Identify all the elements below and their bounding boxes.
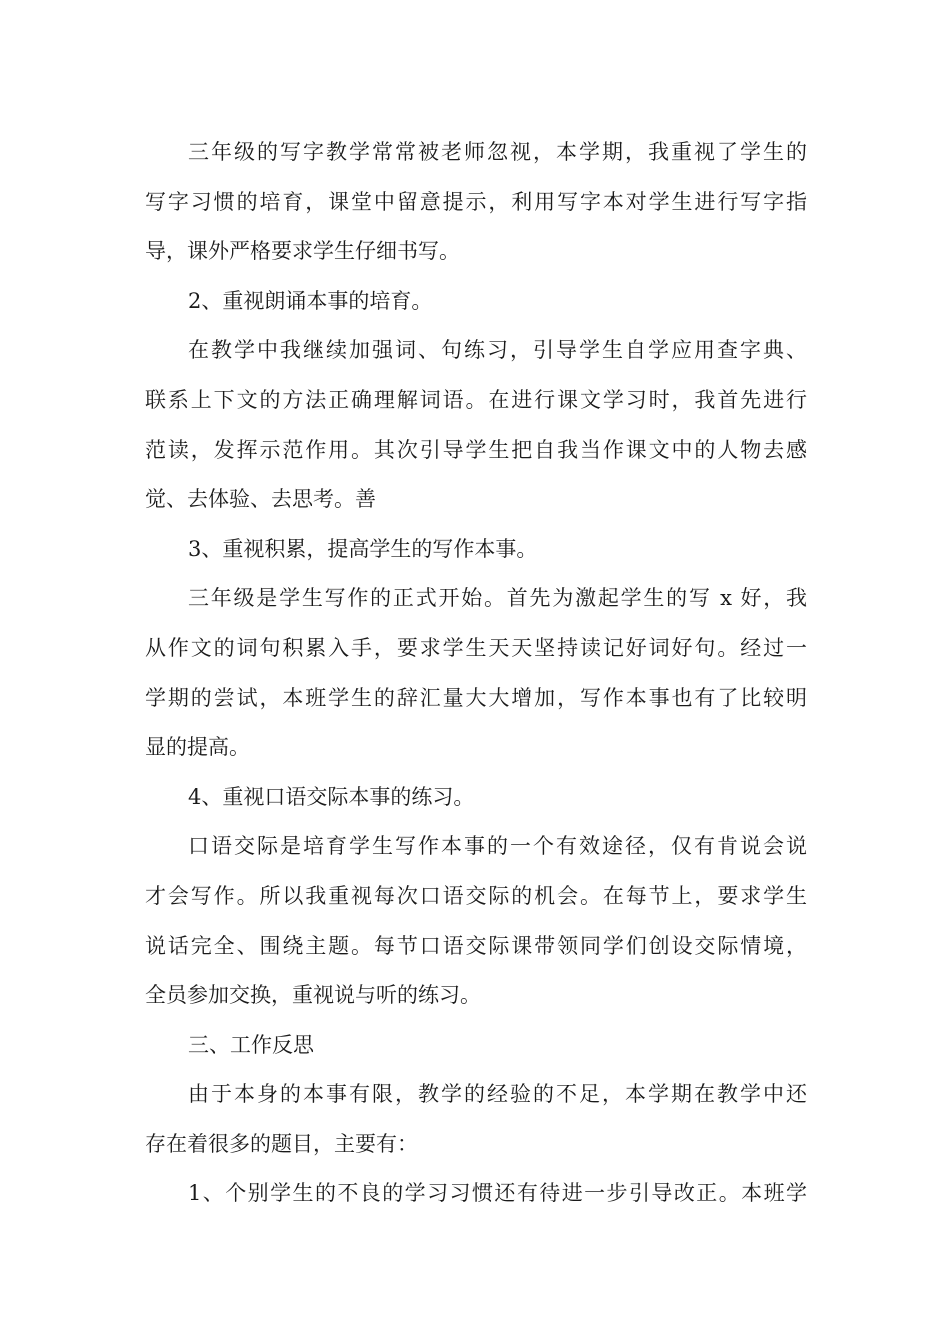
- paragraph: [145, 773, 807, 823]
- paragraph: [145, 128, 807, 277]
- paragraph: [145, 574, 807, 772]
- paragraph-line: 联系上下文的方法正确理解词语。在进行课文学习时，我首先进行: [145, 387, 807, 412]
- paragraph-line: 觉、去体验、去思考。善: [145, 487, 376, 512]
- paragraph-line: 全员参加交换，重视说与听的练习。: [145, 983, 481, 1008]
- paragraph-line: 三、工作反思: [188, 1032, 314, 1057]
- paragraph-line: 2、重视朗诵本事的培育。: [188, 288, 433, 313]
- paragraph-line: 才会写作。所以我重视每次口语交际的机会。在每节上，要求学生: [145, 883, 807, 908]
- paragraph-line: 在教学中我继续加强词、句练习，引导学生自学应用查字典、: [188, 338, 807, 363]
- paragraph: [145, 326, 807, 524]
- paragraph-line: 导，课外严格要求学生仔细书写。: [145, 239, 460, 264]
- paragraph-line: 显的提高。: [145, 735, 250, 760]
- paragraph-line: 3、重视积累，提高学生的写作本事。: [188, 536, 538, 561]
- paragraph-line: 口语交际是培育学生写作本事的一个有效途径，仅有肯说会说: [188, 834, 807, 859]
- paragraph: [145, 525, 807, 575]
- paragraph-line: 范读，发挥示范作用。其次引导学生把自我当作课文中的人物去感: [145, 437, 807, 462]
- document-body: [145, 128, 807, 1219]
- paragraph: [145, 1021, 807, 1071]
- paragraph-line: 从作文的词句积累入手，要求学生天天坚持读记好词好句。经过一: [145, 635, 807, 660]
- paragraph-line: 存在着很多的题目，主要有：: [145, 1131, 418, 1156]
- paragraph: [145, 277, 807, 327]
- paragraph-line: 三年级的写字教学常常被老师忽视，本学期，我重视了学生的: [188, 140, 807, 164]
- paragraph-line: 写字习惯的培育，课堂中留意提示，利用写字本对学生进行写字指: [145, 189, 807, 214]
- paragraph-line: 说话完全、围绕主题。每节口语交际课带领同学们创设交际情境，: [145, 933, 807, 958]
- paragraph: [145, 822, 807, 1020]
- paragraph-line: 4、重视口语交际本事的练习。: [188, 784, 475, 809]
- paragraph-line: 三年级是学生写作的正式开始。首先为激起学生的写 x 好，我: [188, 586, 807, 611]
- paragraph-line: 学期的尝试，本班学生的辞汇量大大增加，写作本事也有了比较明: [145, 685, 807, 710]
- paragraph-line: 由于本身的本事有限，教学的经验的不足，本学期在教学中还: [188, 1082, 807, 1107]
- paragraph-line: 1、个别学生的不良的学习习惯还有待进一步引导改正。本班学: [188, 1181, 807, 1206]
- paragraph: [145, 1169, 807, 1219]
- paragraph: [145, 1070, 807, 1169]
